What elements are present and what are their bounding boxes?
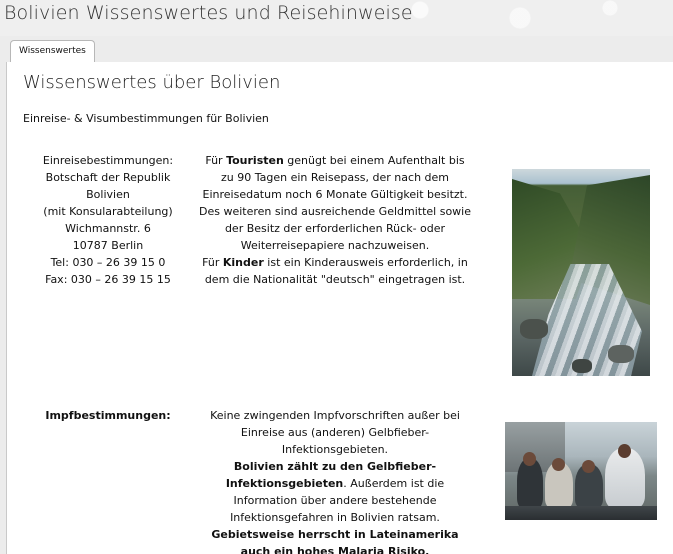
vaccination-label: Impfbestimmungen: (45, 409, 171, 422)
text-fragment: . Außerdem ist die (343, 477, 445, 490)
vaccination-requirements (199, 407, 471, 554)
tourist-requirements (199, 152, 471, 288)
vacc-line (199, 458, 471, 475)
text-fragment: ist ein Kinderausweis erforderlich, in (263, 256, 468, 269)
vacc-line (199, 543, 471, 554)
vacc-emphasis: Infektionsgebieten (225, 477, 344, 490)
embassy-address (29, 152, 187, 288)
text-fragment: genügt bei einem Aufenthalt bis (283, 154, 465, 167)
vacc-line: Infektionsgebieten. (281, 443, 389, 456)
vacc-line (199, 526, 471, 543)
tab-wissenswertes[interactable]: Wissenswertes (10, 40, 95, 63)
tab-bar (6, 36, 673, 63)
photo-rock (572, 359, 592, 373)
people-photo (505, 422, 657, 520)
section-subtitle: Einreise- & Visumbestimmungen für Bolivien (23, 112, 269, 125)
photo-head (582, 460, 595, 473)
address-line: Tel: 030 – 26 39 15 0 (50, 256, 166, 269)
address-line: Botschaft der Republik (45, 171, 171, 184)
photo-rock (520, 319, 548, 339)
address-line: Bolivien (86, 188, 130, 201)
vacc-line: Keine zwingenden Impfvorschriften außer bei (210, 409, 460, 422)
tourist-emphasis: Touristen (226, 154, 284, 167)
tourist-line (199, 152, 471, 169)
page-header (0, 0, 673, 36)
vacc-emphasis: Gebietsweise herrscht in Lateinamerika (211, 528, 459, 541)
photo-head (523, 452, 536, 466)
vacc-emphasis: auch ein hohes Malaria Risiko. (240, 545, 430, 554)
address-line: Wichmannstr. 6 (65, 222, 151, 235)
tourist-line: zu 90 Tagen ein Reisepass, der nach dem (221, 171, 449, 184)
tourist-line: Einreisedatum noch 6 Monate Gültigkeit besitzt. (202, 188, 468, 201)
vacc-line: Information über andere bestehende (233, 494, 437, 507)
site-title: Bolivien Wissenswertes und Reisehinweise (4, 2, 413, 24)
kinder-line (199, 254, 471, 271)
photo-head (618, 444, 631, 458)
tourist-line: Des weiteren sind ausreichende Geldmittel sowie (199, 205, 472, 218)
photo-head (552, 458, 565, 471)
river-photo (512, 169, 650, 376)
vacc-line: Einreise aus (anderen) Gelbfieber- (240, 426, 430, 439)
address-line: Fax: 030 – 26 39 15 15 (45, 273, 171, 286)
address-line: 10787 Berlin (72, 239, 144, 252)
content-panel (6, 62, 673, 554)
kinder-line: dem die Nationalität "deutsch" eingetragen ist. (204, 273, 466, 286)
photo-rock (608, 345, 634, 363)
text-fragment: Für (202, 256, 223, 269)
photo-bench (505, 506, 657, 520)
address-line: Einreisebestimmungen: (42, 154, 174, 167)
vacc-emphasis: Bolivien zählt zu den Gelbfieber- (233, 460, 437, 473)
page-title: Wissenswertes über Bolivien (23, 72, 281, 93)
tourist-line: der Besitz der erforderlichen Rück- oder (224, 222, 446, 235)
kinder-emphasis: Kinder (222, 256, 264, 269)
address-line: (mit Konsularabteilung) (43, 205, 173, 218)
vacc-line: Infektionsgefahren in Bolivien ratsam. (230, 511, 440, 524)
tourist-line: Weiterreisepapiere nachzuweisen. (240, 239, 430, 252)
text-fragment: Für (205, 154, 227, 167)
vacc-line (199, 475, 471, 492)
